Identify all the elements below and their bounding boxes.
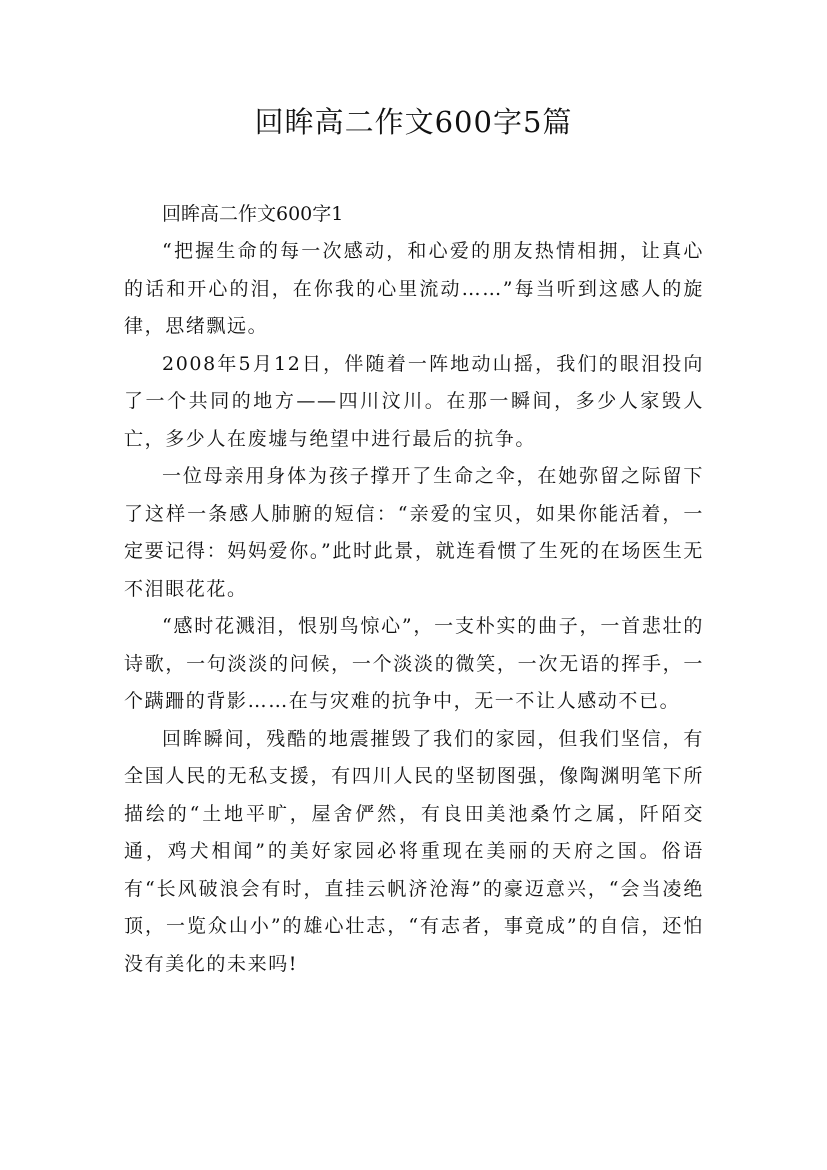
section-heading: 回眸高二作文600字1 — [162, 203, 344, 225]
document-body — [124, 196, 704, 983]
paragraph-1: “把握生命的每一次感动，和心爱的朋友热情相拥，让真心的话和开心的泪，在你我的心里流动……”每当听到这感人的旋律，思绪飘远。 — [124, 240, 704, 337]
paragraph-5: 回眸瞬间，残酷的地震摧毁了我们的家园，但我们坚信，有全国人民的无私支援，有四川人民的坚韧图强，像陶渊明笔下所描绘的“土地平旷，屋舍俨然，有良田美池桑竹之属，阡陌交通，鸡犬相闻”的美好家园必将重现在美丽的天府之国。俗语有“长风破浪会有时，直挂云帆济沧海”的豪迈意兴，“会当凌绝顶，一览众山小”的雄心壮志，“有志者，事竟成”的自信，还怕没有美化的未来吗! — [124, 727, 704, 975]
document-title: 回眸高二作文600字5篇 — [254, 105, 573, 139]
paragraph-3: 一位母亲用身体为孩子撑开了生命之伞，在她弥留之际留下了这样一条感人肺腑的短信：“亲爱的宝贝，如果你能活着，一定要记得：妈妈爱你。”此时此景，就连看惯了生死的在场医生无不泪眼花花。 — [124, 465, 704, 600]
paragraph-2: 2008年5月12日，伴随着一阵地动山摇，我们的眼泪投向了一个共同的地方——四川汶川。在那一瞬间，多少人家毁人亡，多少人在废墟与绝望中进行最后的抗争。 — [124, 352, 704, 450]
paragraph-4: “感时花溅泪，恨别鸟惊心”，一支朴实的曲子，一首悲壮的诗歌，一句淡淡的问候，一个淡淡的微笑，一次无语的挥手，一个蹒跚的背影……在与灾难的抗争中，无一不让人感动不已。 — [124, 615, 704, 712]
